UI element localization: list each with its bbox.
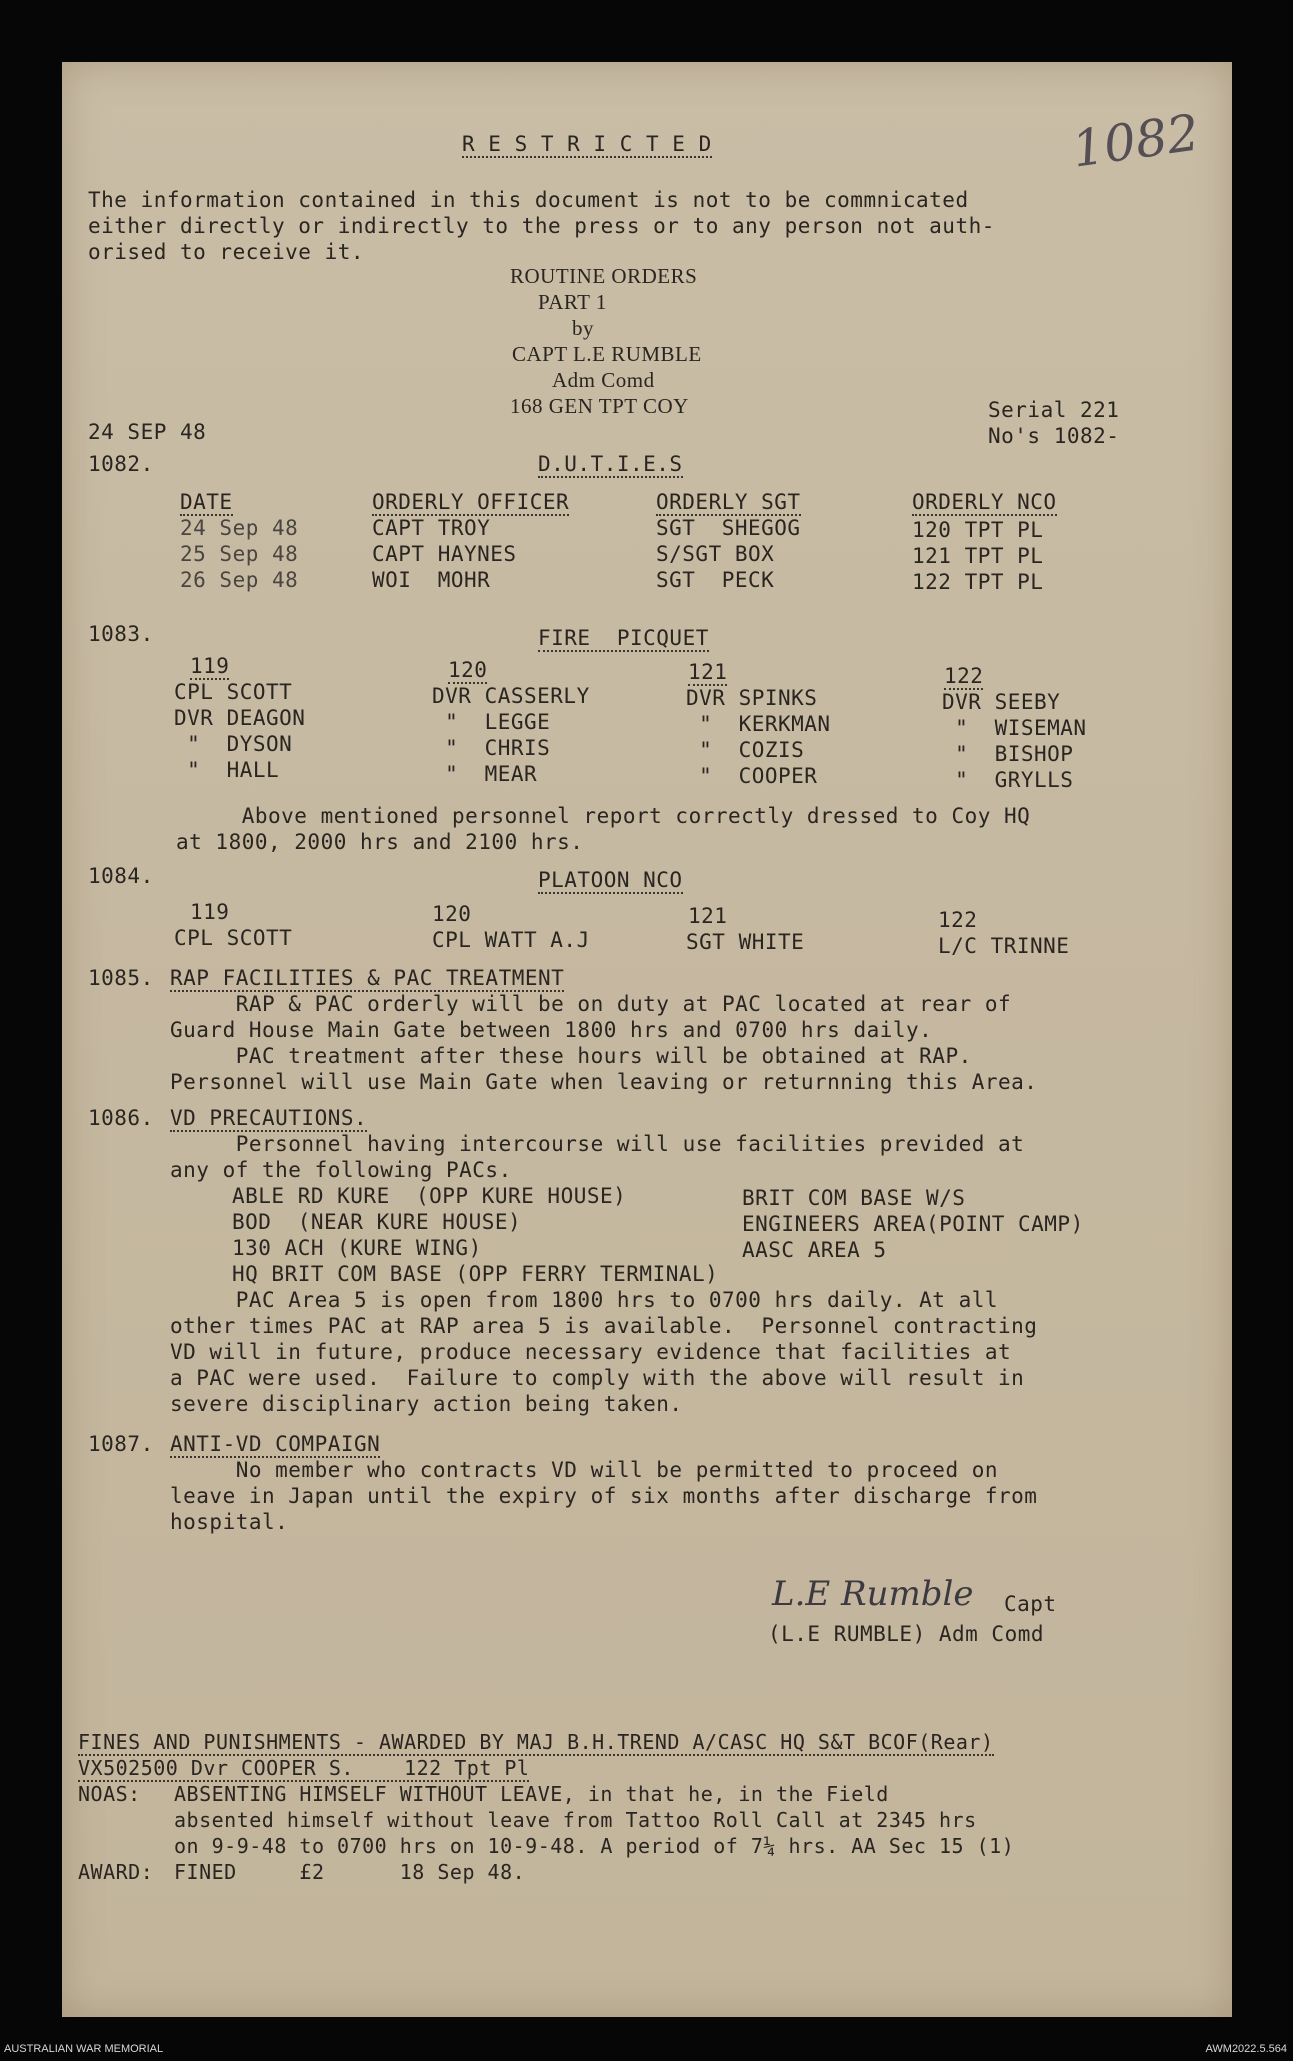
signature-rank: Capt xyxy=(1004,1592,1057,1616)
body-line: leave in Japan until the expiry of six months after discharge from xyxy=(170,1484,1038,1508)
body-line: any of the following PACs. xyxy=(170,1158,512,1182)
pac-location: AASC AREA 5 xyxy=(742,1238,887,1262)
nco-name: CPL SCOTT xyxy=(174,926,293,950)
title-line: Adm Comd xyxy=(552,368,655,392)
body-line: severe disciplinary action being taken. xyxy=(170,1392,683,1416)
signature-name: (L.E RUMBLE) Adm Comd xyxy=(768,1622,1045,1646)
fines-charge-line: ABSENTING HIMSELF WITHOUT LEAVE, in that he, in the Field xyxy=(174,1782,889,1806)
title-line: PART 1 xyxy=(538,290,607,314)
title-line: CAPT L.E RUMBLE xyxy=(512,342,702,366)
body-line: other times PAC at RAP area 5 is available. Personnel contracting xyxy=(170,1314,1038,1338)
picquet-name: " LEGGE xyxy=(432,710,551,734)
picquet-unit: 122 xyxy=(944,664,984,688)
pac-location: BOD (NEAR KURE HOUSE) xyxy=(232,1210,522,1234)
pac-location: BRIT COM BASE W/S xyxy=(742,1186,966,1210)
section-heading: D.U.T.I.E.S xyxy=(538,452,683,476)
duties-header-officer: ORDERLY OFFICER xyxy=(372,490,570,514)
section-heading: VD PRECAUTIONS. xyxy=(170,1106,368,1130)
title-line: ROUTINE ORDERS xyxy=(510,264,698,288)
section-heading: RAP FACILITIES & PAC TREATMENT xyxy=(170,966,565,990)
duty-nco: 121 TPT PL xyxy=(912,544,1044,568)
picquet-name: " BISHOP xyxy=(942,742,1074,766)
fines-award-label: AWARD: xyxy=(78,1860,154,1884)
section-number: 1085. xyxy=(88,966,154,990)
picquet-unit: 121 xyxy=(688,660,728,684)
duty-sgt: SGT PECK xyxy=(656,568,775,592)
classification-heading: R E S T R I C T E D xyxy=(462,132,712,156)
nco-unit: 120 xyxy=(432,902,472,926)
nco-name: CPL WATT A.J xyxy=(432,928,590,952)
picquet-name: DVR SEEBY xyxy=(942,690,1061,714)
title-line: by xyxy=(572,316,594,340)
picquet-name: " CHRIS xyxy=(432,736,551,760)
picquet-unit: 120 xyxy=(448,658,488,682)
picquet-unit: 119 xyxy=(190,654,230,678)
fines-charge-label: NOAS: xyxy=(78,1782,141,1806)
nco-name: SGT WHITE xyxy=(686,930,805,954)
duty-nco: 122 TPT PL xyxy=(912,570,1044,594)
fines-soldier: VX502500 Dvr COOPER S. 122 Tpt Pl xyxy=(78,1756,530,1780)
fines-charge-line: on 9-9-48 to 0700 hrs on 10-9-48. A period of 7¼ hrs. AA Sec 15 (1) xyxy=(174,1834,1015,1858)
duty-sgt: SGT SHEGOG xyxy=(656,516,801,540)
body-line: RAP & PAC orderly will be on duty at PAC located at rear of xyxy=(170,992,1012,1016)
picquet-name: " DYSON xyxy=(174,732,293,756)
nco-unit: 122 xyxy=(938,908,978,932)
notice-line: either directly or indirectly to the press or to any person not auth- xyxy=(88,214,995,238)
body-line: Personnel will use Main Gate when leaving or returnning this Area. xyxy=(170,1070,1038,1094)
fines-charge-line: absented himself without leave from Tattoo Roll Call at 2345 hrs xyxy=(174,1808,977,1832)
serial-number: Serial 221 xyxy=(988,398,1120,422)
picquet-name: CPL SCOTT xyxy=(174,680,293,704)
duties-header-sgt: ORDERLY SGT xyxy=(656,490,801,514)
section-number: 1087. xyxy=(88,1432,154,1456)
section-heading: ANTI-VD COMPAIGN xyxy=(170,1432,381,1456)
body-line: a PAC were used. Failure to comply with the above will result in xyxy=(170,1366,1025,1390)
body-line: No member who contracts VD will be permitted to proceed on xyxy=(170,1458,999,1482)
picquet-name: " GRYLLS xyxy=(942,768,1074,792)
section-number: 1086. xyxy=(88,1106,154,1130)
section-heading: FIRE PICQUET xyxy=(538,626,709,650)
handwritten-signature: L.E Rumble xyxy=(772,1574,974,1614)
order-numbers: No's 1082- xyxy=(988,424,1120,448)
pac-location: ENGINEERS AREA(POINT CAMP) xyxy=(742,1212,1084,1236)
duties-header-date: DATE xyxy=(180,490,233,514)
picquet-name: " MEAR xyxy=(432,762,538,786)
picquet-name: DVR SPINKS xyxy=(686,686,818,710)
fines-heading: FINES AND PUNISHMENTS - AWARDED BY MAJ B.H.TREND A/CASC HQ S&T BCOF(Rear) xyxy=(78,1730,994,1754)
duty-sgt: S/SGT BOX xyxy=(656,542,775,566)
duty-officer: CAPT TROY xyxy=(372,516,491,540)
duty-date: 26 Sep 48 xyxy=(180,568,299,592)
nco-name: L/C TRINNE xyxy=(938,934,1070,958)
document-page xyxy=(62,62,1232,2017)
notice-line: orised to receive it. xyxy=(88,240,365,264)
body-line: hospital. xyxy=(170,1510,289,1534)
section-heading: PLATOON NCO xyxy=(538,868,683,892)
pac-location: HQ BRIT COM BASE (OPP FERRY TERMINAL) xyxy=(232,1262,719,1286)
duties-header-nco: ORDERLY NCO xyxy=(912,490,1057,514)
fines-award: FINED £2 18 Sep 48. xyxy=(174,1860,526,1884)
footer-accession-number: AWM2022.5.564 xyxy=(1205,2043,1287,2055)
pac-location: 130 ACH (KURE WING) xyxy=(232,1236,482,1260)
picquet-name: DVR DEAGON xyxy=(174,706,306,730)
body-line: PAC Area 5 is open from 1800 hrs to 0700 hrs daily. At all xyxy=(170,1288,999,1312)
body-line: Guard House Main Gate between 1800 hrs and 0700 hrs daily. xyxy=(170,1018,933,1042)
duty-date: 24 Sep 48 xyxy=(180,516,299,540)
picquet-name: " COOPER xyxy=(686,764,818,788)
document-date: 24 SEP 48 xyxy=(88,420,207,444)
footer-credit: AUSTRALIAN WAR MEMORIAL xyxy=(4,2043,164,2055)
picquet-name: " HALL xyxy=(174,758,280,782)
picquet-name: " WISEMAN xyxy=(942,716,1087,740)
body-line: Personnel having intercourse will use facilities previded at xyxy=(170,1132,1025,1156)
section-number: 1083. xyxy=(88,622,154,646)
body-line: VD will in future, produce necessary evidence that facilities at xyxy=(170,1340,1012,1364)
nco-unit: 121 xyxy=(688,904,728,928)
duty-nco: 120 TPT PL xyxy=(912,518,1044,542)
body-line: PAC treatment after these hours will be obtained at RAP. xyxy=(170,1044,972,1068)
duty-officer: CAPT HAYNES xyxy=(372,542,517,566)
picquet-note: at 1800, 2000 hrs and 2100 hrs. xyxy=(176,830,584,854)
picquet-name: " KERKMAN xyxy=(686,712,831,736)
section-number: 1084. xyxy=(88,864,154,888)
section-number: 1082. xyxy=(88,452,154,476)
handwritten-folio-mark: 1082 xyxy=(1068,103,1203,179)
nco-unit: 119 xyxy=(190,900,230,924)
title-line: 168 GEN TPT COY xyxy=(510,394,689,418)
duty-officer: WOI MOHR xyxy=(372,568,491,592)
picquet-name: DVR CASSERLY xyxy=(432,684,590,708)
pac-location: ABLE RD KURE (OPP KURE HOUSE) xyxy=(232,1184,627,1208)
notice-line: The information contained in this document is not to be commnicated xyxy=(88,188,969,212)
duty-date: 25 Sep 48 xyxy=(180,542,299,566)
picquet-name: " COZIS xyxy=(686,738,805,762)
picquet-note: Above mentioned personnel report correctly dressed to Coy HQ xyxy=(176,804,1031,828)
